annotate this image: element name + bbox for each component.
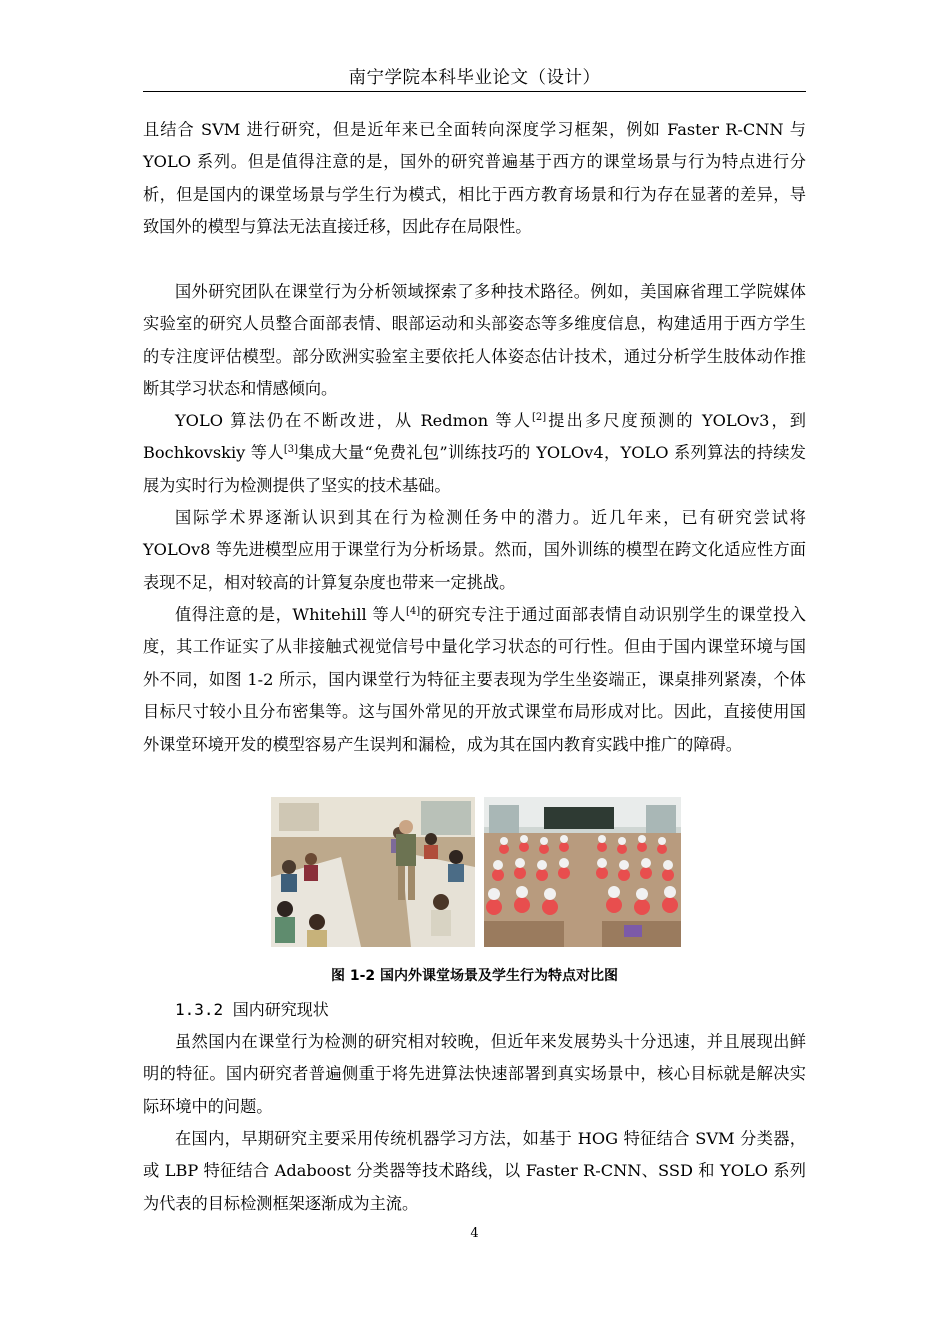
paragraph-text: 集成大量“免费礼包”训练技巧的 YOLOv4，YOLO 系列算法的持续发展为实时行为检测提供了坚实的技术基础。 xyxy=(143,443,806,495)
paragraph-whitehill xyxy=(143,599,806,761)
paragraph-text: YOLO 算法仍在不断改进，从 Redmon 等人 xyxy=(175,411,533,430)
page-number: 4 xyxy=(470,1226,479,1241)
paragraph-text: 提出多尺度预测的 YOLOv3，到 Bochkovskiy 等人 xyxy=(143,411,806,463)
paragraph-domestic-overview: 虽然国内在课堂行为检测的研究相对较晚，但近年来发展势头十分迅速，并且展现出鲜明的特征。国内研究者普遍侧重于将先进算法快速部署到真实场景中，核心目标就是解决实际环境中的问题。 xyxy=(143,1032,806,1116)
citation-4: [4] xyxy=(406,606,421,617)
paragraph-continuation: 且结合 SVM 进行研究，但是近年来已全面转向深度学习框架，例如 Faster R-CNN 与 YOLO 系列。但是值得注意的是，国外的研究普遍基于西方的课堂场景与行为特点进行分析，但是国内的课堂场景与学生行为模式，相比于西方教育场景和行为存在显著的差异，导致国外的模型与算法无法直接迁移，因此存在局限性。 xyxy=(143,120,806,237)
figure-domestic-classroom-photo xyxy=(484,797,681,947)
figure-foreign-classroom-photo xyxy=(271,797,475,947)
figure-caption: 图 1-2 国内外课堂场景及学生行为特点对比图 xyxy=(330,968,619,984)
citation-3: [3] xyxy=(283,444,299,456)
paragraph-foreign-teams: 国外研究团队在课堂行为分析领域探索了多种技术路径。例如，美国麻省理工学院媒体实验室的研究人员整合面部表情、眼部运动和头部姿态等多维度信息，构建适用于西方学生的专注度评估模型。部分欧洲实验室主要依托人体姿态估计技术，通过分析学生肢体动作推断其学习状态和情感倾向。 xyxy=(143,282,806,399)
paragraph-yolo-evolution xyxy=(143,405,806,502)
section-heading: 1.3.2 国内研究现状 xyxy=(175,1000,329,1019)
citation-2: [2] xyxy=(532,412,547,423)
paragraph-text: 的研究专注于通过面部表情自动识别学生的课堂投入度，其工作证实了从非接触式视觉信号中量化学习状态的可行性。但由于国内课堂环境与国外不同，如图 1-2 所示，国内课堂行为特征主要表现为学生坐姿端正，课桌排列紧凑，个体目标尺寸较小且分布密集等。这与国外常见的开放式课堂布局形成对比。因此，直接使用国外课堂环境开发的模型容易产生误判和漏检，成为其在国内教育实践中推广的障碍。 xyxy=(143,605,806,754)
header-rule xyxy=(143,91,806,92)
paragraph-international: 国际学术界逐渐认识到其在行为检测任务中的潜力。近几年来，已有研究尝试将 YOLOv8 等先进模型应用于课堂行为分析场景。然而，国外训练的模型在跨文化适应性方面表现不足，相对较高的计算复杂度也带来一定挑战。 xyxy=(143,508,806,592)
running-header: 南宁学院本科毕业论文（设计） xyxy=(348,68,601,88)
paragraph-domestic-methods: 在国内，早期研究主要采用传统机器学习方法，如基于 HOG 特征结合 SVM 分类器，或 LBP 特征结合 Adaboost 分类器等技术路线，以 Faster R-CNN、SSD 和 YOLO 系列为代表的目标检测框架逐渐成为主流。 xyxy=(143,1129,806,1213)
paragraph-text: 值得注意的是，Whitehill 等人 xyxy=(175,605,406,624)
